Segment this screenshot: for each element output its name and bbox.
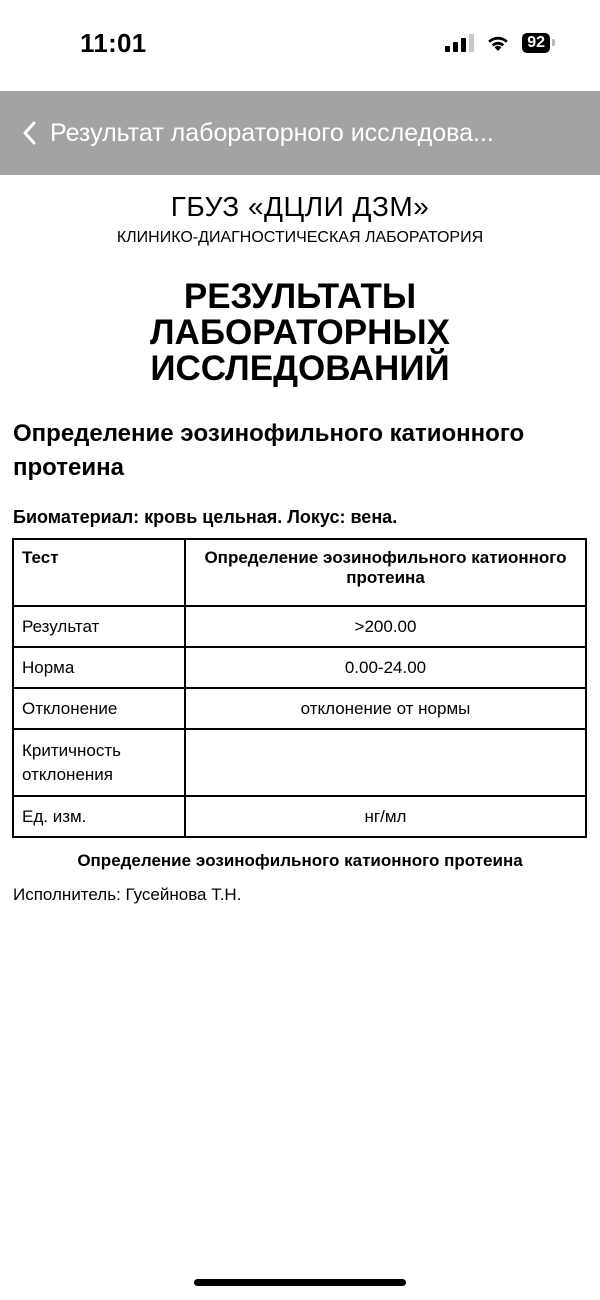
- org-name: ГБУЗ «ДЦЛИ ДЗМ»: [170, 191, 430, 222]
- section-title: Определение эозинофильного катионного протеина: [13, 420, 525, 481]
- table-row-result: [13, 606, 586, 647]
- results-table: [12, 538, 587, 838]
- row-label: Норма: [13, 647, 185, 688]
- page-title-line: РЕЗУЛЬТАТЫ: [183, 277, 417, 316]
- row-value: отклонение от нормы: [185, 688, 586, 729]
- row-label: Результат: [13, 606, 185, 647]
- row-value: нг/мл: [185, 796, 586, 837]
- executor-info: Исполнитель: Гусейнова Т.Н.: [13, 885, 242, 904]
- row-value: [185, 729, 586, 796]
- page-title-line: ЛАБОРАТОРНЫХ: [150, 313, 450, 352]
- org-subtitle: КЛИНИКО-ДИАГНОСТИЧЕСКАЯ ЛАБОРАТОРИЯ: [116, 229, 484, 246]
- table-row-norm: [13, 647, 586, 688]
- back-button[interactable]: [0, 91, 40, 175]
- row-label: Отклонение: [13, 688, 185, 729]
- biomaterial-info: Биоматериал: кровь цельная. Локус: вена.: [13, 507, 398, 527]
- table-row-units: [13, 796, 586, 837]
- battery-icon: 92: [522, 33, 550, 53]
- home-indicator[interactable]: [194, 1279, 406, 1286]
- signal-icon: [445, 34, 474, 52]
- status-bar: [0, 0, 600, 91]
- nav-title: Результат лабораторного исследова...: [50, 118, 494, 147]
- footer-test-title: Определение эозинофильного катионного протеина: [77, 851, 523, 870]
- chevron-left-icon: [22, 121, 36, 145]
- table-row-deviation: [13, 688, 586, 729]
- table-header-label: Тест: [13, 539, 185, 606]
- row-value: >200.00: [185, 606, 586, 647]
- table-header-row: [13, 539, 586, 606]
- wifi-icon: [486, 34, 510, 52]
- document: [0, 175, 600, 905]
- row-label: Ед. изм.: [13, 796, 185, 837]
- page-title: [0, 279, 600, 387]
- table-header-value: Определение эозинофильного катионного протеина: [185, 539, 586, 606]
- row-label: Критичность отклонения: [13, 729, 185, 796]
- nav-bar: [0, 91, 600, 175]
- page-title-line: ИССЛЕДОВАНИЙ: [150, 349, 450, 388]
- status-time: 11:01: [80, 28, 147, 58]
- row-value: 0.00-24.00: [185, 647, 586, 688]
- table-row-criticality: [13, 729, 586, 796]
- status-icons: [445, 33, 550, 53]
